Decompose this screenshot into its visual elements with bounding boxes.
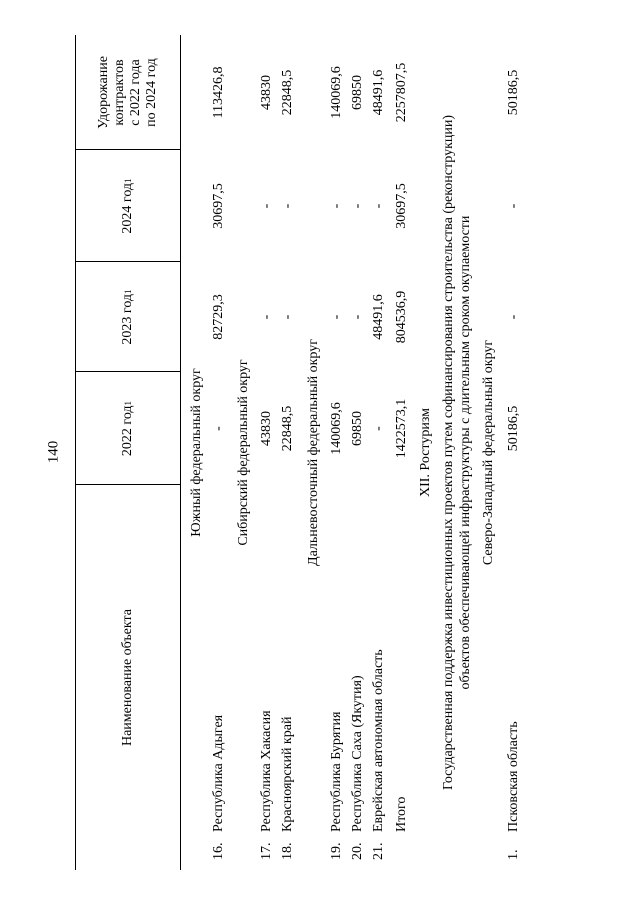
section-northwest: Северо-Западный федеральный округ: [481, 339, 496, 566]
header-2024: 2024 год 1: [120, 178, 135, 234]
section-siberia: Сибирский федеральный округ: [236, 359, 251, 546]
header-2023: 2023 год 1: [120, 289, 135, 345]
table-row: 19. Республика Бурятия 140069,6 - - 140069,6: [329, 66, 344, 860]
table-row: 1. Псковская область 50186,5 - - 50186,5: [506, 69, 521, 860]
table-row: 17. Республика Хакасия 43830 - - 43830: [259, 75, 274, 860]
page-number: 140: [45, 440, 62, 464]
section-support-line2: объектов обеспечивающей инфраструктуры с длительным сроком окупаемости: [458, 215, 473, 690]
header-bottom-rule: [180, 35, 181, 870]
header-object-name: Наименование объекта: [120, 608, 135, 747]
landscape-table-page: [75, 35, 605, 870]
header-2022: 2022 год 1: [120, 400, 135, 457]
table-row: 16. Республика Адыгея - 82729,3 30697,5 113426,8: [211, 66, 226, 860]
section-south: Южный федеральный округ: [189, 368, 204, 537]
table-row: 21. Еврейская автономная область - 48491,6 - 48491,6: [371, 69, 386, 860]
table-row: 18. Красноярский край 22848,5 - - 22848,5: [280, 69, 295, 860]
section-support-line1: Государственная поддержка инвестиционных проектов путем софинансирования строительства (реконструкции): [441, 114, 456, 791]
section-rosturizm: XII. Ростуризм: [418, 407, 433, 498]
section-fareast: Дальневосточный федеральный округ: [306, 339, 321, 566]
header-cost-increase: Удорожание контрактов с 2022 года по 2024 год: [95, 56, 159, 129]
total-row: Итого 1422573,1 804536,9 30697,5 2257807,5: [394, 62, 409, 832]
table-row: 20. Республика Саха (Якутия) 69850 - - 69850: [350, 75, 365, 860]
